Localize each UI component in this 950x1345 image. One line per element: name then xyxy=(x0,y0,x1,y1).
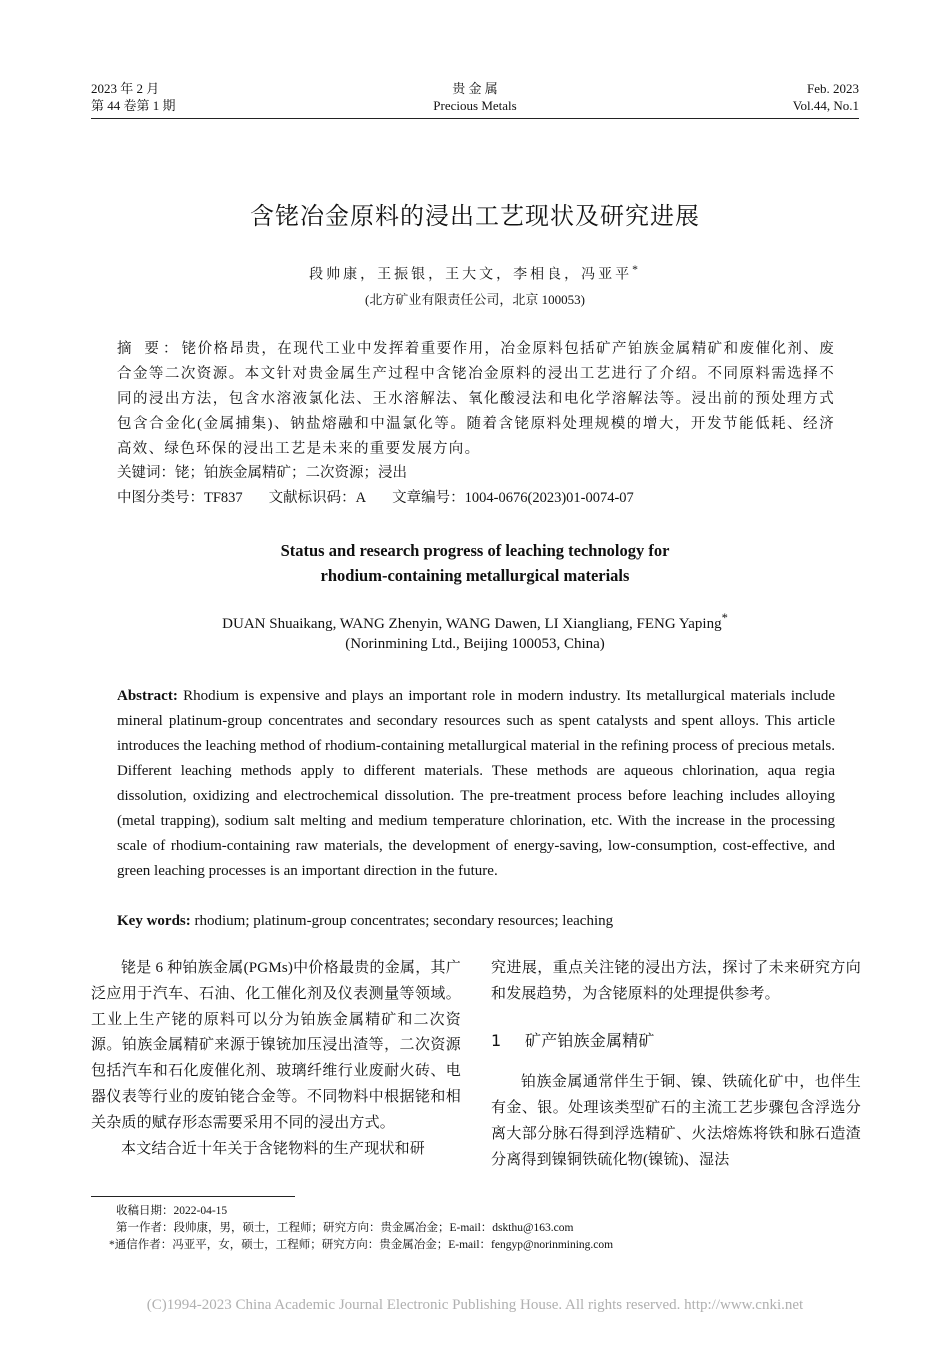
cn-author-list: 段帅康，王振银，王大文，李相良，冯亚平 xyxy=(309,267,633,283)
header-date-en: Feb. 2023 xyxy=(807,81,859,96)
cn-title: 含铑冶金原料的浸出工艺现状及研究进展 xyxy=(250,202,700,230)
en-keywords xyxy=(117,909,835,934)
cn-abstract-label: 摘 要： xyxy=(117,341,182,357)
cn-keywords-label: 关键词： xyxy=(117,465,175,481)
en-keywords-label: Key words: xyxy=(117,913,191,929)
article-no-label: 文章编号： xyxy=(392,490,465,506)
en-title-line1: Status and research progress of leaching technology for xyxy=(280,541,670,560)
en-author-list: DUAN Shuaikang, WANG Zhenyin, WANG Dawen, LI Xiangliang, FENG Yaping xyxy=(222,616,722,632)
footnote-first-author: 第一作者：段帅康，男，硕士，工程师；研究方向：贵金属冶金；E-mail：dskthu@163.com xyxy=(116,1222,574,1234)
section-number: 1 xyxy=(491,1030,502,1050)
cn-authors xyxy=(0,263,950,284)
body-column-right xyxy=(491,956,861,1174)
body-column-left xyxy=(91,956,461,1162)
clc-label: 中图分类号： xyxy=(117,490,204,506)
cn-author-mark: * xyxy=(632,263,641,276)
en-title-line2: rhodium-containing metallurgical materials xyxy=(320,566,630,585)
en-title xyxy=(0,538,950,588)
article-no-value: 1004-0676(2023)01-0074-07 xyxy=(464,490,634,506)
header-date: 2023 年 2 月 xyxy=(91,81,160,96)
section-heading xyxy=(491,1028,861,1054)
en-author-mark: * xyxy=(721,611,728,625)
cn-classification xyxy=(117,486,835,510)
cn-abstract xyxy=(117,337,835,462)
header-right xyxy=(793,80,859,114)
en-abstract-label: Abstract: xyxy=(117,688,178,704)
en-affiliation: (Norinmining Ltd., Beijing 100053, China) xyxy=(345,636,605,652)
cn-affiliation: (北方矿业有限责任公司，北京 100053) xyxy=(365,292,585,307)
footnote-received: 收稿日期：2022-04-15 xyxy=(116,1205,228,1217)
doc-code-value: A xyxy=(355,490,367,506)
section-title: 矿产铂族金属精矿 xyxy=(525,1030,655,1050)
header-rule xyxy=(91,118,859,119)
footnote-corresponding: *通信作者：冯亚平，女，硕士，工程师；研究方向：贵金属冶金；E-mail：fengyp@norinmining.com xyxy=(109,1239,614,1251)
en-abstract xyxy=(117,684,835,884)
copyright-footer: (C)1994-2023 China Academic Journal Electronic Publishing House. All rights reserved. http://www.cnki.net xyxy=(146,1297,804,1313)
journal-name-en: Precious Metals xyxy=(433,98,517,113)
body-paragraph: 铂族金属通常伴生于铜、镍、铁硫化矿中，也伴生有金、银。处理该类型矿石的主流工艺步骤包含浮选分离大部分脉石得到浮选精矿、火法熔炼将铁和脉石造渣分离得到镍铜铁硫化物(镍锍)、湿法 xyxy=(491,1074,861,1168)
clc-value: TF837 xyxy=(204,490,243,506)
journal-name-cn: 贵 金 属 xyxy=(452,81,498,96)
header-volume-en: Vol.44, No.1 xyxy=(792,98,859,113)
body-paragraph-continued: 究进展，重点关注铑的浸出方法，探讨了未来研究方向和发展趋势，为含铑原料的处理提供参考。 xyxy=(491,960,861,1002)
en-authors xyxy=(0,611,950,633)
cn-abstract-text: 铑价格昂贵，在现代工业中发挥着重要作用，冶金原料包括矿产铂族金属精矿和废催化剂、废合金等二次资源。本文针对贵金属生产过程中含铑冶金原料的浸出工艺进行了介绍。不同原料需选择不同的浸出方法，包含水溶液氯化法、王水溶解法、氧化酸浸法和电化学溶解法等。浸出前的预处理方式包含合金化(金属捕集)、钠盐熔融和中温氯化等。随着含铑原料处理规模的增大，开发节能低耗、经济高效、绿色环保的浸出工艺是未来的重要发展方向。 xyxy=(117,341,836,457)
cn-keywords xyxy=(117,461,835,485)
en-keywords-text: rhodium; platinum-group concentrates; secondary resources; leaching xyxy=(194,913,614,929)
en-abstract-text: Rhodium is expensive and plays an important role in modern industry. Its metallurgical materials include mineral platinum-group concentrates and secondary resources such as spent catalysts and spent alloys. This article introduces the leaching method of rhodium-containing metallurgical material in the refining process of precious metals. Different leaching methods apply to different materials. These methods are aqueous chlorination, aqua regia dissolution, oxidizing and electrochemical dissolution. The pre-treatment process before leaching includes alloying (metal trapping), sodium salt melting and medium temperature chlorination, etc. With the increase in the processing scale of rhodium-containing raw materials, the development of energy-saving, low-consumption, cost-effective, and green leaching processes is an important direction in the future. xyxy=(117,688,835,879)
footnote-rule xyxy=(91,1196,295,1197)
doc-code-label: 文献标识码： xyxy=(268,490,356,506)
header-volume: 第 44 卷第 1 期 xyxy=(91,98,176,113)
cn-keywords-text: 铑；铂族金属精矿；二次资源；浸出 xyxy=(175,465,407,481)
body-paragraph: 铑是 6 种铂族金属(PGMs)中价格最贵的金属，其广泛应用于汽车、石油、化工催化剂及仪表测量等领域。工业上生产铑的原料可以分为铂族金属精矿和二次资源。铂族金属精矿来源于镍铳加压浸出渣等，二次资源包括汽车和石化废催化剂、玻璃纤维行业废耐火砖、电器仪表等行业的废铂铑合金等。不同物料中根据铑和相关杂质的赋存形态需要采用不同的浸出方式。 xyxy=(91,960,461,1131)
body-paragraph: 本文结合近十年关于含铑物料的生产现状和研 xyxy=(121,1140,426,1157)
